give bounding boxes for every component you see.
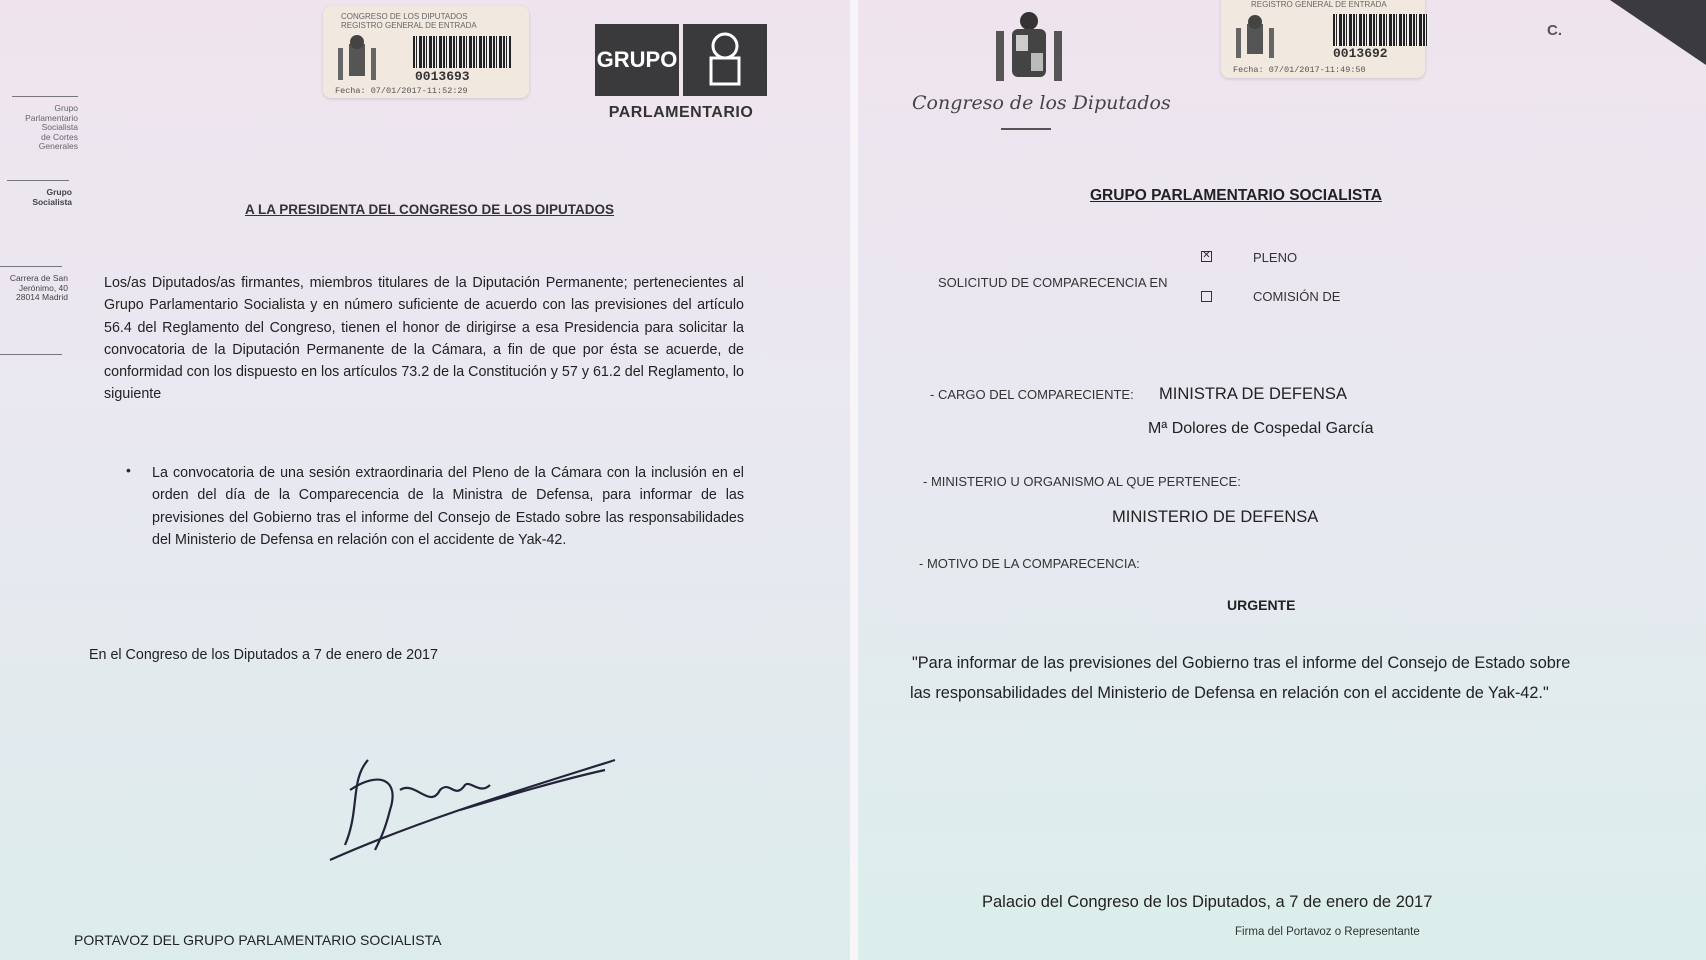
registry-stamp [323,6,529,98]
left-document-page [0,0,850,960]
ministerio-value: MINISTERIO DE DEFENSA [1112,508,1319,526]
emblem-caption: Congreso de los Diputados [912,92,1171,114]
cargo-value: MINISTRA DE DEFENSA [1159,385,1347,403]
stamp-line1: CONGRESO DE LOS DIPUTADOS [341,12,468,21]
stamp-number: 0013692 [1333,46,1388,61]
ministerio-label: - MINISTERIO U ORGANISMO AL QUE PERTENECE: [923,474,1241,489]
option-comision: COMISIÓN DE [1253,289,1341,304]
rose-fist-icon [683,24,767,96]
signature-label: Firma del Portavoz o Representante [1235,926,1420,938]
place-date: Palacio del Congreso de los Diputados, a 7 de enero de 2017 [982,893,1433,911]
stamp-line2: REGISTRO GENERAL DE ENTRADA [341,21,477,30]
coat-of-arms-icon [990,11,1068,87]
quote-line-1: "Para informar de las previsiones del Gobierno tras el informe del Consejo de Estado sobre [912,654,1571,672]
stamp-date: Fecha: 07/01/2017-11:49:50 [1233,65,1366,75]
bullet-icon: • [126,462,131,478]
handwritten-signature [320,750,620,870]
person-name: Mª Dolores de Cospedal García [1148,420,1374,437]
letter-body: Los/as Diputados/as firmantes, miembros titulares de la Diputación Permanente; pertenecientes al Grupo Parlamentario Socialista y en número suficiente de acuerdo con las previsiones del artículo 56.4 del Reglamento del Congreso, tienen el honor de dirigirse a esa Presidencia para solicitar la convocatoria de la Diputación Permanente de la Cámara, a fin de que por ésta se acuerde, de conformidad con los dispuesto en los artículos 73.2 de la Constitución y 57 y 61.2 del Reglamento, lo siguiente [104,275,744,403]
sidebar-letterhead [0,90,80,360]
date-line: En el Congreso de los Diputados a 7 de enero de 2017 [89,647,438,663]
right-document-page [858,0,1706,960]
checkbox-comision[interactable] [1201,291,1212,302]
letter-heading: A LA PRESIDENTA DEL CONGRESO DE LOS DIPUTADOS [245,202,615,217]
coat-of-arms-icon [335,34,379,86]
emblem-divider [1001,128,1051,130]
corner-triangle [1610,0,1706,65]
quote-line-2: las responsabilidades del Ministerio de Defensa en relación con el accidente de Yak-42." [910,684,1549,702]
corner-mark: C. [1547,22,1562,39]
registry-stamp [1221,0,1425,78]
form-title: GRUPO PARLAMENTARIO SOCIALISTA [1090,187,1382,204]
sidebar-address: Carrera de San Jerónimo, 40 28014 Madrid [9,273,68,302]
sidebar-group: Grupo Socialista [32,187,72,207]
cargo-label: - CARGO DEL COMPARECIENTE: [930,387,1134,402]
motivo-label: - MOTIVO DE LA COMPARECENCIA: [919,556,1140,571]
sidebar-org: Grupo Parlamentario Socialista de Cortes Generales [25,103,78,151]
bullet-text: La convocatoria de una sesión extraordinaria del Pleno de la Cámara con la inclusión en el orden del día de la Comparecencia de la Ministra de Defensa, para informar de las previsiones del Gobierno tras el informe del Consejo de Estado sobre las responsabilidades del Ministerio de Defensa en relación con el accidente de Yak-42. [152,465,744,548]
barcode [413,36,511,68]
coat-of-arms-icon [1233,14,1277,62]
logo-parlamentario: PARLAMENTARIO [608,104,754,121]
checkbox-pleno[interactable]: ✕ [1202,250,1211,261]
stamp-line2: REGISTRO GENERAL DE ENTRADA [1251,0,1387,9]
stamp-date: Fecha: 07/01/2017-11:52:29 [335,86,468,96]
psoe-logo [595,24,767,124]
stamp-number: 0013693 [415,69,470,84]
urgency-label: URGENTE [1227,597,1296,613]
barcode [1333,14,1429,46]
option-pleno: PLENO [1253,250,1298,265]
request-label: SOLICITUD DE COMPARECENCIA EN [938,275,1168,290]
signatory-title: PORTAVOZ DEL GRUPO PARLAMENTARIO SOCIALISTA [74,932,442,948]
logo-grupo: GRUPO [595,24,679,96]
